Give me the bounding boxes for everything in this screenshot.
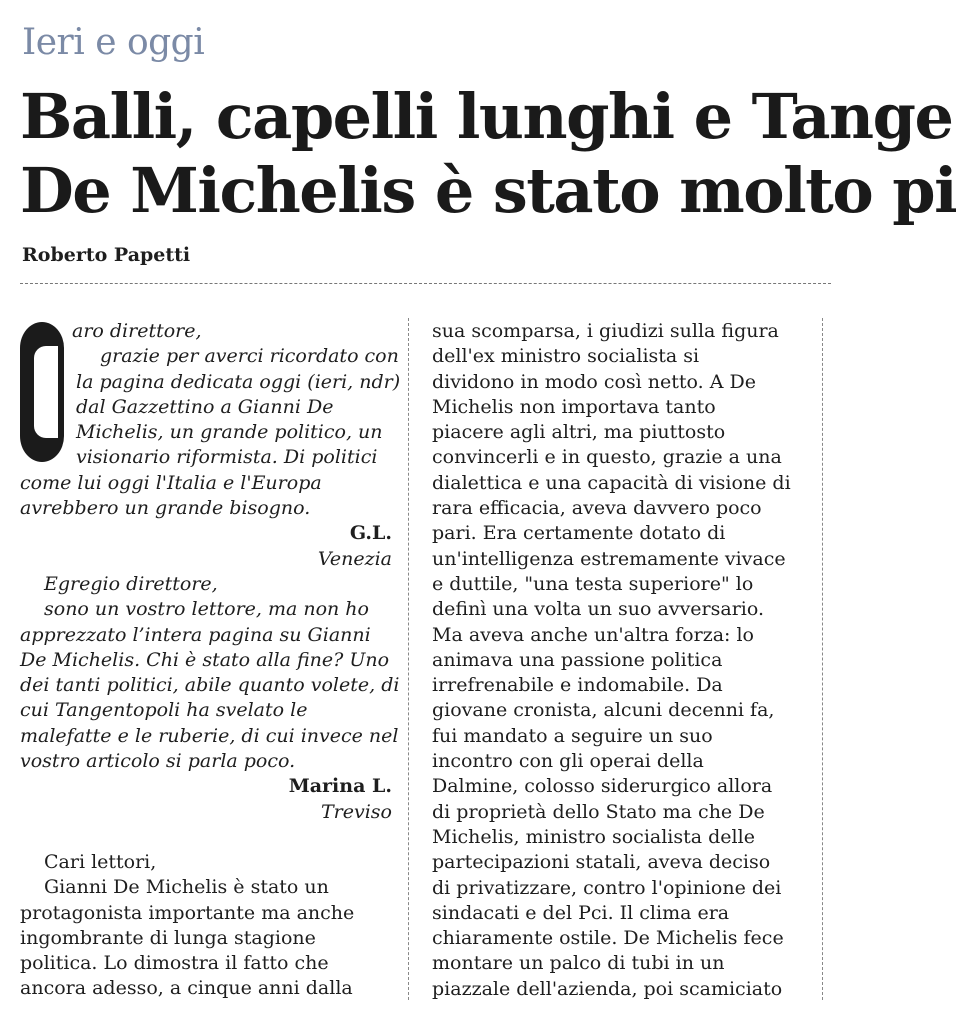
reply-part-2	[432, 319, 812, 1002]
reply-line: di proprietà dello Stato ma che De	[432, 800, 765, 823]
letter-1-line: la pagina dedicata oggi (ieri, ndr)	[76, 370, 401, 393]
headline-line-1: Balli, capelli lunghi e Tange	[20, 80, 953, 153]
headline-line-2: De Michelis è stato molto pi	[20, 154, 956, 227]
letter-2	[20, 572, 400, 825]
reply-line: e duttile, "una testa superiore" lo	[432, 572, 754, 595]
reply-line: incontro con gli operai della	[432, 750, 704, 773]
reply-line: Dalmine, colosso siderurgico allora	[432, 775, 773, 798]
letter-2-line: De Michelis. Chi è stato alla fine? Uno	[20, 648, 390, 671]
letter-2-city: Treviso	[321, 800, 392, 823]
reply-line: Michelis non importava tanto	[432, 395, 716, 418]
reply-line: chiaramente ostile. De Michelis fece	[432, 927, 784, 950]
reply-line: politica. Lo dimostra il fatto che	[20, 952, 329, 975]
byline: Roberto Papetti	[22, 244, 191, 266]
section-kicker: Ieri e oggi	[22, 22, 205, 63]
letter-2-line: cui Tangentopoli ha svelato le	[20, 699, 308, 722]
headline	[20, 80, 956, 228]
letter-2-line: Egregio direttore,	[44, 572, 218, 595]
column-divider-1	[408, 318, 409, 1000]
header-divider	[20, 283, 831, 284]
reply-line: dell'ex ministro socialista si	[432, 345, 700, 368]
letter-1	[20, 319, 401, 572]
letter-2-line: vostro articolo si parla poco.	[20, 750, 296, 773]
reply-line: dividono in modo così netto. A De	[432, 370, 756, 393]
reply-line: montare un palco di tubi in un	[432, 952, 725, 975]
letter-1-line: dal Gazzettino a Gianni De	[76, 395, 334, 418]
letter-1-line: grazie per averci ricordato con	[100, 345, 399, 368]
letter-1-line: aro direttore,	[72, 320, 202, 342]
reply-line: un'intelligenza estremamente vivace	[432, 547, 786, 570]
reply-line: di privatizzare, contro l'opinione dei	[432, 876, 782, 899]
reply-line: sindacati e del Pci. Il clima era	[432, 901, 730, 924]
reply-line: piacere agli altri, ma piuttosto	[432, 421, 726, 444]
reply-line: Cari lettori,	[44, 850, 157, 873]
reply-part-1	[20, 850, 392, 1002]
reply-line: protagonista importante ma anche	[20, 901, 355, 924]
letter-2-line: malefatte e le ruberie, di cui invece nel	[20, 724, 399, 747]
letter-1-signature: G.L.	[349, 522, 392, 545]
reply-line: ancora adesso, a cinque anni dalla	[20, 977, 353, 1000]
letter-1-city: Venezia	[317, 547, 392, 570]
reply-line: giovane cronista, alcuni decenni fa,	[432, 699, 775, 722]
letter-2-signature: Marina L.	[288, 775, 392, 798]
reply-line: ingombrante di lunga stagione	[20, 926, 316, 949]
reply-line: definì una volta un suo avversario.	[432, 598, 765, 621]
letter-2-line: sono un vostro lettore, ma non ho	[44, 598, 369, 621]
letter-1-line: Michelis, un grande politico, un	[76, 421, 383, 444]
reply-line: fui mandato a seguire un suo	[432, 724, 713, 747]
reply-line: piazzale dell'azienda, poi scamiciato	[432, 977, 783, 1000]
reply-line: partecipazioni statali, aveva deciso	[432, 851, 771, 874]
letter-1-line: visionario riformista. Di politici	[76, 446, 378, 469]
reply-line: Gianni De Michelis è stato un	[44, 876, 329, 899]
letter-2-line: dei tanti politici, abile quanto volete, di	[20, 674, 400, 697]
column-2	[432, 319, 812, 1002]
letter-2-line: apprezzato l’intera pagina su Gianni	[20, 623, 371, 646]
reply-line: Michelis, ministro socialista delle	[432, 825, 755, 848]
column-1	[20, 319, 401, 1002]
reply-line: animava una passione politica	[432, 648, 723, 671]
reply-line: rara efficacia, aveva davvero poco	[432, 497, 762, 520]
letter-1-line: avrebbero un grande bisogno.	[20, 497, 311, 520]
reply-line: Ma aveva anche un'altra forza: lo	[432, 623, 754, 646]
reply-line: convincerli e in questo, grazie a una	[432, 446, 782, 469]
reply-line: sua scomparsa, i giudizi sulla figura	[432, 320, 779, 342]
column-divider-2	[822, 318, 823, 1000]
reply-line: dialettica e una capacità di visione di	[432, 471, 791, 494]
reply-line: pari. Era certamente dotato di	[432, 522, 726, 545]
letter-1-line: come lui oggi l'Italia e l'Europa	[20, 471, 322, 494]
reply-line: irrefrenabile e indomabile. Da	[432, 674, 723, 697]
